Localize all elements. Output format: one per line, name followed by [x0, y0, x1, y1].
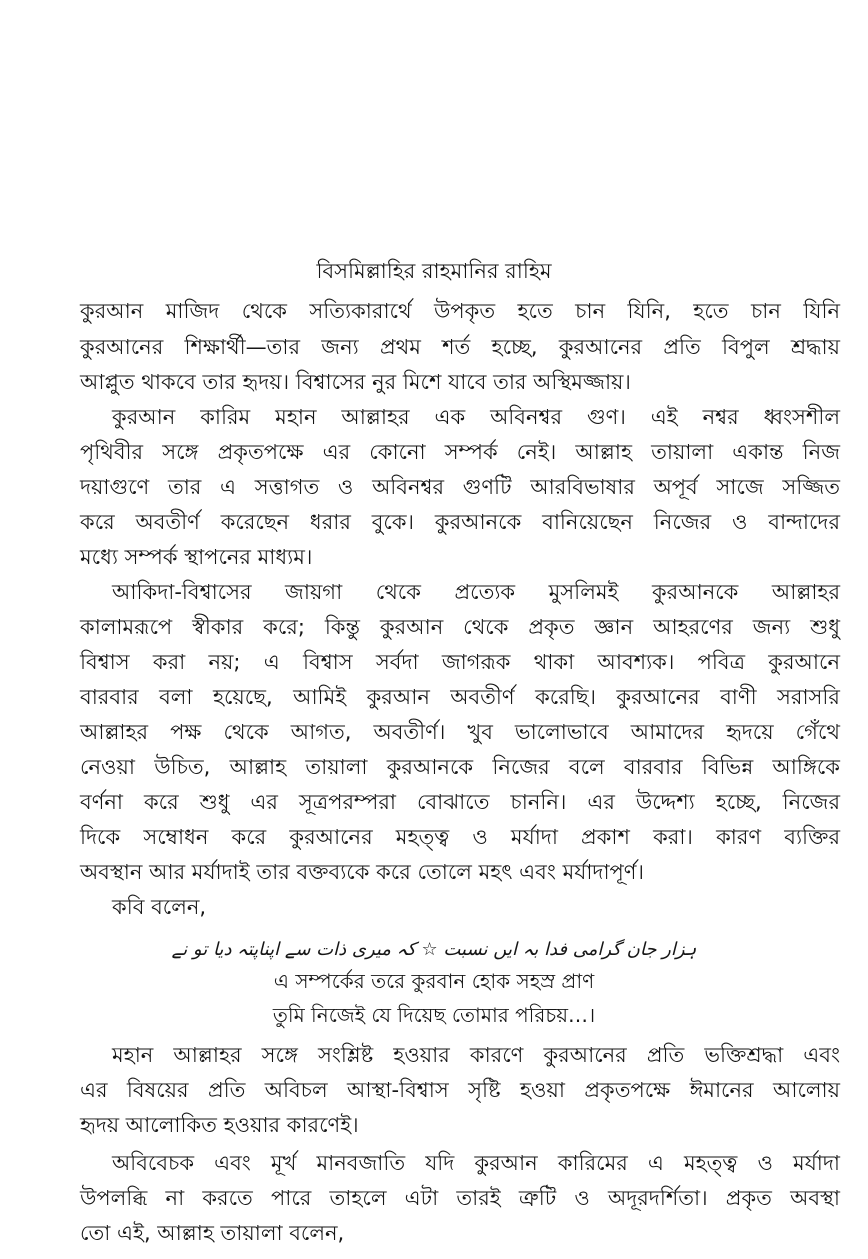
text-line: বারবার বলা হয়েছে, আমিই কুরআন অবতীর্ণ করেছি। কুরআনের বাণী সরাসরি — [80, 685, 840, 709]
text-line: উপলব্ধি না করতে পারে তাহলে এটা তারই ত্রুটি ও অদূরদর্শিতা। প্রকৃত অবস্থা — [80, 1186, 840, 1210]
text-line: আল্লাহর পক্ষ থেকে আগত, অবতীর্ণ। খুব ভালোভাবে আমাদের হৃদয়ে গেঁথে — [80, 720, 840, 744]
verse-line: তুমি নিজেই যে দিয়েছ তোমার পরিচয়…। — [272, 1003, 596, 1027]
verse-line: এ সম্পর্কের তরে কুরবান হোক সহস্র প্রাণ — [273, 969, 595, 993]
text-line: বর্ণনা করে শুধু এর সূত্রপরম্পরা বোঝাতে চাননি। এর উদ্দেশ্য হচ্ছে, নিজের — [80, 790, 840, 814]
text-line: পৃথিবীর সঙ্গে প্রকৃতপক্ষে এর কোনো সম্পর্ক নেই। আল্লাহ তায়ালা একান্ত নিজ — [80, 440, 840, 464]
text-line: কুরআন মাজিদ থেকে সত্যিকারার্থে উপকৃত হতে চান যিনি, হতে চান যিনি — [80, 299, 840, 323]
text-line: করে অবতীর্ণ করেছেন ধরার বুকে। কুরআনকে বানিয়েছেন নিজের ও বান্দাদের — [80, 510, 840, 534]
text-line: কুরআনের শিক্ষার্থী—তার জন্য প্রথম শর্ত হচ্ছে, কুরআনের প্রতি বিপুল শ্রদ্ধায় — [80, 335, 840, 359]
text-line: আপ্লুত থাকবে তার হৃদয়। বিশ্বাসের নুর মিশে যাবে তার অস্থিমজ্জায়। — [80, 370, 631, 394]
text-line: মধ্যে সম্পর্ক স্থাপনের মাধ্যম। — [80, 545, 313, 569]
text-line: দয়াগুণে তার এ সত্তাগত ও অবিনশ্বর গুণটি আরবিভাষার অপূর্ব সাজে সজ্জিত — [80, 475, 840, 499]
text-line: দিকে সম্বোধন করে কুরআনের মহত্ত্ব ও মর্যাদা প্রকাশ করা। কারণ ব্যক্তির — [80, 825, 840, 849]
text-line: তো এই, আল্লাহ তায়ালা বলেন, — [80, 1221, 345, 1245]
text-line: অবিবেচক এবং মূর্খ মানবজাতি যদি কুরআন কারিমের এ মহত্ত্ব ও মর্যাদা — [112, 1151, 840, 1175]
text-line: আকিদা-বিশ্বাসের জায়গা থেকে প্রত্যেক মুসলিমই কুরআনকে আল্লাহর — [112, 580, 840, 604]
text-line: কবি বলেন, — [112, 895, 207, 919]
urdu-verse: ہزار جان گرامی فدا بہ ایں نسبت ☆ کہ میری ذات سے اپناپتہ دیا تو نے — [171, 939, 697, 960]
text-line: নেওয়া উচিত, আল্লাহ তায়ালা কুরআনকে নিজের বলে বারবার বিভিন্ন আঙ্গিকে — [80, 755, 840, 779]
bismillah-heading: বিসমিল্লাহির রাহমানির রাহিম — [316, 259, 552, 283]
text-line: কালামরূপে স্বীকার করে; কিন্তু কুরআন থেকে প্রকৃত জ্ঞান আহরণের জন্য শুধু — [80, 615, 840, 639]
text-line: অবস্থান আর মর্যাদাই তার বক্তব্যকে করে তোলে মহৎ এবং মর্যাদাপূর্ণ। — [80, 860, 644, 884]
text-line: এর বিষয়ের প্রতি অবিচল আস্থা-বিশ্বাস সৃষ্টি হওয়া প্রকৃতপক্ষে ঈমানের আলোয় — [80, 1078, 840, 1102]
text-line: মহান আল্লাহর সঙ্গে সংশ্লিষ্ট হওয়ার কারণে কুরআনের প্রতি ভক্তিশ্রদ্ধা এবং — [112, 1043, 840, 1067]
text-line: কুরআন কারিম মহান আল্লাহর এক অবিনশ্বর গুণ। এই নশ্বর ধ্বংসশীল — [112, 405, 840, 429]
text-line: হৃদয় আলোকিত হওয়ার কারণেই। — [80, 1113, 359, 1137]
text-line: বিশ্বাস করা নয়; এ বিশ্বাস সর্বদা জাগরূক থাকা আবশ্যক। পবিত্র কুরআনে — [80, 650, 840, 674]
